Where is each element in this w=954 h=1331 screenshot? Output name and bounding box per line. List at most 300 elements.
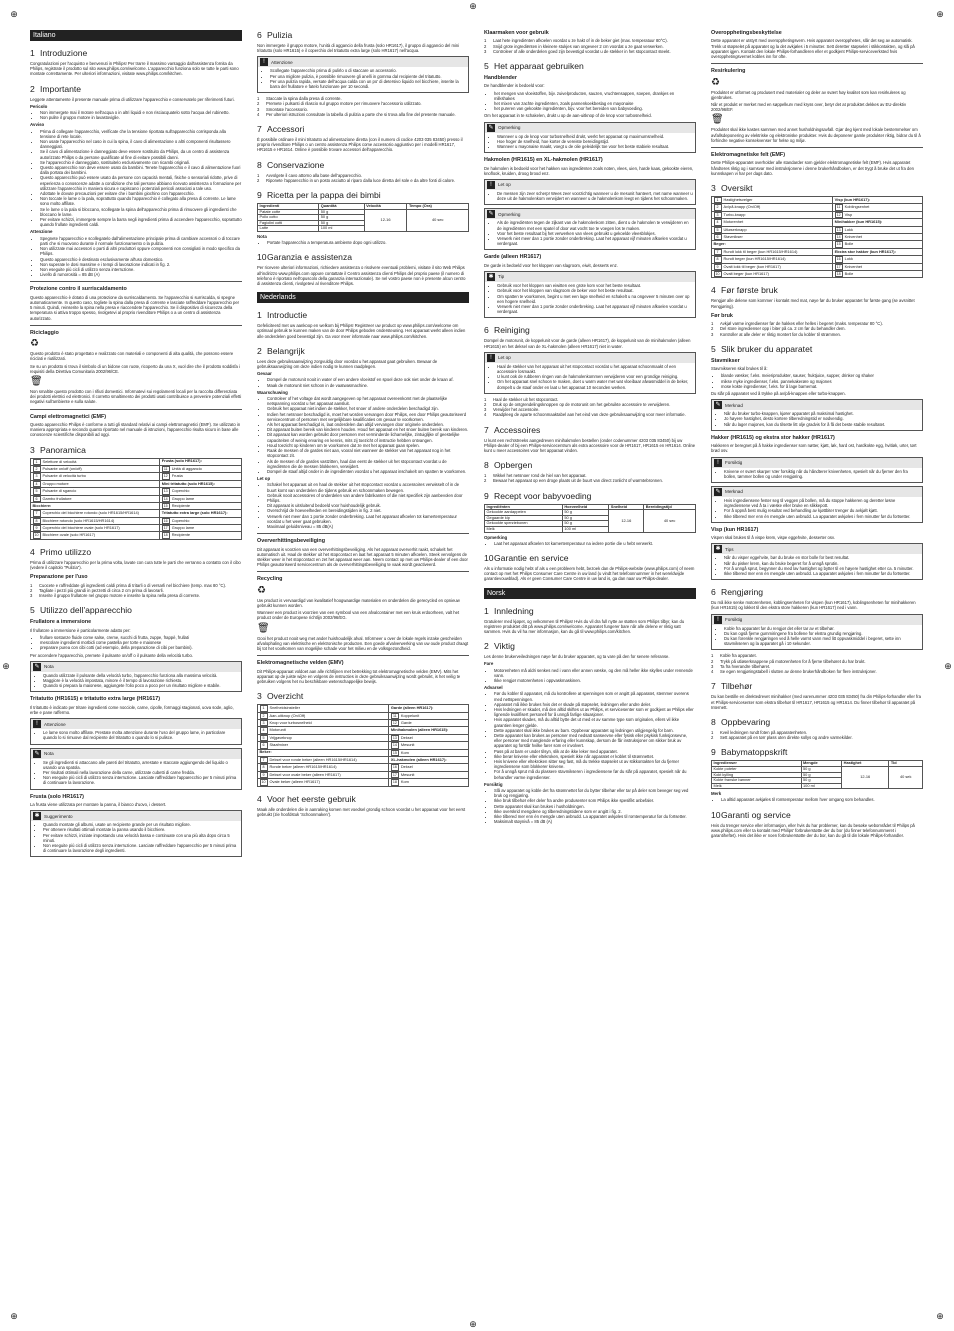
list-item: • Hoe hoger de snelheid, hoe korter de vereiste bereidingstijd. bbox=[497, 139, 693, 144]
table-row bbox=[31, 480, 242, 487]
paragraph: Gefeliciteerd met uw aankoop en welkom bij Philips! Registreer uw product op www.philips.com/welcome om optimaal gebruik te kunnen maken van de door Philips geboden ondersteuning. Het apparaat werkt alleen indien alle onderdelen goed bevestigd zijn. Ga voor meer informatie naar www.philips.com/kitchen. bbox=[257, 323, 466, 339]
subheading: Attenzione bbox=[30, 229, 53, 235]
table-cell: 50 g bbox=[319, 220, 364, 226]
note-box: ✎ Merknad • Når du bruker turbo-knappen, kjører apparatet på maksimal hastighet. • Jo høyere hastighet, desto kortere tilberedningstid er nødvendig. • Når du lager majones, kan du tilsette litt olje gradvis for å få det beste stabile resultatet. bbox=[711, 399, 923, 431]
part-label: Gambo frullatore bbox=[42, 495, 72, 501]
part-label: Staafmixer bbox=[269, 742, 289, 748]
part-label: Recipiente bbox=[171, 503, 191, 509]
subsection-heading: Frullatore a immersione bbox=[30, 619, 92, 626]
subsection-heading: Preparazione per l'uso bbox=[30, 574, 88, 581]
list-item: • Non eseguite più cicli di utilizzo senza interruzione. Lasciate raffreddare l'apparecchio per 5 minuti prima di continuare la lavorazione degli ingredienti. bbox=[43, 843, 239, 853]
list-item: • Dompel de staaf altijd onder in de ingrediënten voordat u het apparaat inschakelt om spatten te voorkomen. bbox=[267, 469, 469, 474]
table-cell bbox=[258, 779, 389, 786]
table-cell bbox=[833, 204, 923, 211]
list-item: • Per evitare schizzi, immergete sempre la barra negli ingredienti prima di accendere l'apparecchio, soprattutto quando frullate ingredienti caldi. bbox=[40, 217, 242, 227]
list-item: • Dit apparaat kan worden gebruikt door personen met verminderde lichamelijke, zintuiglijke of geestelijke capaciteiten of weinig ervaring en kennis, mits zij toezicht of instructie hebben ontvangen. bbox=[267, 432, 469, 442]
part-label: Deksel voor ronde beker (alleen HR1615/HR1614) bbox=[269, 757, 357, 763]
paragraph: Om het apparaat in te schakelen, drukt u op de aan-uitknop of de knop voor turbosnelheid. bbox=[484, 113, 652, 119]
list-item: • het mixen van zachte ingrediënten, zoals pannenkoekbeslag en mayonaise bbox=[494, 101, 696, 106]
section-heading: 1 Innledning bbox=[484, 605, 534, 616]
table-cell bbox=[258, 727, 389, 734]
list-item: • De messen zijn zeer scherp! Wees zeer voorzichtig wanneer u de mesunit hanteert, met name wanneer u deze uit de hakmolenkom verwijdert en wanneer u de hakmolenkom leegt en tijdens het schoonmaken. bbox=[497, 191, 693, 201]
section-heading: 9 Ricetta per la pappa dei bimbi bbox=[257, 190, 381, 201]
list-item: • Houd toezicht op kinderen om te voorkomen dat ze met het apparaat gaan spelen. bbox=[267, 443, 469, 448]
list-item: • Non superate le dosi massime e i tempi di lavorazione indicati in fig. 2. bbox=[40, 262, 242, 267]
table-cell: Latte bbox=[258, 226, 319, 232]
list-item: 1 Avvolgete il cavo attorno alla base dell'apparecchio. bbox=[257, 172, 362, 178]
section-heading: 10Garanzia e assistenza bbox=[257, 252, 353, 263]
paragraph: Questo apparecchio Philips è conforme a tutti gli standard relativi ai campi elettromagnetici (EMF). Se utilizzato in maniera appropriata e secondo quanto riportato nel manuale di istruzioni, l'apparecchio risulta sicuro in base alle conoscenze scientifiche disponibili ad oggi. bbox=[30, 421, 241, 438]
part-number: 14 bbox=[163, 496, 168, 501]
table-cell: 50 g bbox=[562, 521, 608, 527]
bullet-list bbox=[257, 396, 469, 474]
table-cell bbox=[258, 756, 389, 763]
paragraph: Når et produkt er merket med en søppelkurv med kryss over, betyr det at produktet dekkes av EU-direktiv 2002/96/EF. bbox=[711, 102, 907, 113]
column-header: Ingredienti bbox=[258, 204, 319, 210]
part-label: Coperchio bbox=[171, 488, 190, 494]
part-number: 12 bbox=[392, 720, 397, 725]
table-row bbox=[258, 749, 469, 756]
list-item: 1 Wikkel het netsnoer rond de hiel van het apparaat. bbox=[484, 473, 587, 479]
table-cell bbox=[389, 756, 469, 763]
part-number: 3 bbox=[714, 212, 722, 218]
caution-box: ! Let op • Haal de stekker van het apparaat uit het stopcontact voordat u het apparaat schoonmaakt of een accessoire losmaakt. • U kunt ook de rubberen ringen van de hakmolenkommen verwijderen voor een grondige reiniging. • Om het apparaat snel schoon te maken, doet u warm water met wat vloeibaar afwasmiddel in de beker, dompelt u de staaf onder en laat u het apparaat 10 seconden werken. bbox=[484, 352, 696, 394]
subsection-heading: Campi elettromagnetici (EMF) bbox=[30, 413, 107, 420]
paragraph: De garde is bedoeld voor het kloppen van slagroom, eiwit, desserts enz. bbox=[484, 262, 618, 268]
list-item: 1 Staccate la spina dalla presa di corrente. bbox=[257, 96, 342, 102]
list-item: 1 Cuocete e raffreddate gli ingredienti caldi prima di tritarli o di versarli nel bicchiere (temp. max 80 °C). bbox=[30, 582, 227, 588]
part-label: Koblingsenhet bbox=[844, 204, 870, 210]
part-number: 15 bbox=[836, 242, 841, 247]
caution-box: ! Forsiktig • Koble fra apparatet før du rengjør det eller tar av et tilbehør. • Du kan også fjerne gummiringene fra bollene for ekstra grundig rengjøring. • Du kan forenkle rengjøringen ved å helle varmt vann med litt oppvaskmiddel i begeret, sette inn stavmikseren og la apparatet gå i 10 sekunder. bbox=[711, 614, 923, 651]
table-cell bbox=[160, 488, 242, 495]
column-header: Hastighet bbox=[842, 761, 889, 767]
table-cell: Melk bbox=[712, 783, 802, 789]
subheading: Pericolo bbox=[30, 103, 48, 109]
part-label: Ronde beker (alleen HR1615/HR1614) bbox=[269, 764, 337, 770]
paragraph: Dette apparatet er utstyrt med overopphetingsvern. Hvis apparatet overopphetes, slår det seg av automatisk. Trekk ut støpselet på apparatet og la det avkjøles i 5 minutter. Sett deretter støpselet i stikkontakten, og slå på apparatet igjen. Kontakt den lokale Philips-forhandleren eller et godkjent Philips-serviceverksted hvis overopphetingsvernet kobles inn for ofte. bbox=[711, 38, 915, 60]
list-item: • Non pulite il gruppo motore in lavastoviglie. bbox=[40, 115, 242, 120]
list-item: • Prima di collegare l'apparecchio, verificate che la tensione riportata sull'apparecchio corrisponda alla tensione di rete locale. bbox=[40, 129, 242, 139]
table-cell bbox=[712, 226, 833, 233]
numbered-list bbox=[30, 583, 242, 599]
tip-box: ✱ Tips • Når du visper eggehvite, bør du bruke en stor bolle for best resultat. • Når du pisker krem, kan du bruke begeret for å unngå sprutin. • For å unngå sprut, begynner du med lav hastighet og bytter til en høyere hastighet etter ca. 5 minutter. • Ikke tilbered mer enn én mengde uten avbrudd. La apparatet avkjøles i fem minutter før du fortsetter. bbox=[711, 543, 923, 580]
part-number: 7 bbox=[714, 249, 722, 255]
paragraph: Prima di utilizzare l'apparecchio per la prima volta, lavate con cura tutte le parti che verranno a contatto con il cibo (vedere il capitolo "Pulizia"). bbox=[30, 559, 241, 571]
part-label: Selettore di velocità bbox=[42, 458, 77, 464]
caution-box: ! Attenzione • Scollegate l'apparecchio prima di pulirlo o di staccare un accessorio. • Per una migliore pulizia, è possibile rimuovere gli anelli in gomma dal recipiente del tritatutto. • Per una pulizia rapida, versate dell'acqua calda con un po' di detersivo liquido nel bicchiere, inserite la barra del frullatore e fatelo funzionare per 10 secondi. bbox=[257, 56, 469, 93]
section-heading: 7 Accessori bbox=[257, 124, 305, 135]
bullet-list bbox=[484, 668, 696, 684]
table-cell bbox=[712, 270, 833, 277]
table-row bbox=[31, 473, 242, 480]
overview-table bbox=[257, 704, 469, 786]
bullet-list bbox=[30, 110, 242, 120]
subsection-heading: Klaarmaken voor gebruik bbox=[484, 30, 549, 36]
list-item: • Questo apparecchio può essere usato da persone con capacità mentali, fisiche o sensoriali ridotte, prive di esperienza o conoscenze adatte a condizione che tali persone abbiano ricevuto assistenza o formazione per utilizzare l'apparecchio in maniera sicura e capiscano i potenziali pericoli associati a tale uso. bbox=[40, 175, 242, 191]
table-cell bbox=[833, 248, 923, 255]
part-label: Recipiente bbox=[171, 532, 191, 538]
note-box: ✎ Nota • Quando utilizzate il pulsante della velocità turbo, l'apparecchio funziona alla massima velocità. • Maggiore è la velocità impostata, minore è il tempo di lavorazione richiesto. • Quando si prepara la maionese, aggiungete l'olio poco a poco per un risultato migliore e stabile. bbox=[30, 661, 242, 693]
section-heading: 3 Overzicht bbox=[257, 691, 304, 702]
subheading: Forsiktig bbox=[484, 781, 503, 787]
paragraph: Dompel de motorunit, de koppelunit voor de garde (alleen HR1617), de koppelunit van de minihakmolen (alleen HR1615) en het deksel van de XL-hakmolen (alleen HR1617) niet in water. bbox=[484, 338, 691, 349]
table-cell bbox=[160, 532, 242, 539]
part-label: Deksel voor ovale beker (alleen HR1617) bbox=[269, 771, 341, 777]
list-item: • Når du lager majones, kan du tilsette litt olje gradvis for å få det beste stabile resultatet. bbox=[724, 422, 920, 427]
numbered-list bbox=[711, 653, 923, 674]
bullet-list bbox=[484, 788, 696, 824]
list-item: • Dette apparatet skal kun brukes i husholdningen. bbox=[494, 804, 696, 809]
list-item: • Ikke tilbered mer enn én mengde uten avbrudd. La apparatet avkjøles til romtemperatur før du fortsetter. bbox=[494, 814, 696, 819]
part-label: Gruppo lame bbox=[171, 525, 195, 531]
table-cell bbox=[389, 705, 469, 712]
subsection-heading: Protezione contro il surriscaldamento bbox=[30, 286, 127, 293]
section-heading: 3 Panoramica bbox=[30, 444, 86, 455]
list-item: 3 Controleer of alle onderdelen goed zijn bevestigd voordat u de stekker in het stopcontact steekt. bbox=[484, 48, 671, 54]
tip-box: ✱ Suggerimento • Quando montate gli albumi, usate un recipiente grande per un risultato migliore. • Per ottenere risultati ottimali montate la panna usando il bicchiere. • Per evitare schizzi, iniziate impostando una velocità bassa e continuate con una più alta dopo circa 5 minuti. • Non eseguite più cicli di utilizzo senza interruzione. Lasciate raffreddare l'apparecchio per 5 minuti prima di continuare la lavorazione degli ingredienti. bbox=[30, 810, 242, 857]
note-icon: ✎ bbox=[34, 750, 40, 757]
table-row bbox=[258, 719, 469, 726]
table-cell bbox=[389, 712, 469, 719]
paragraph: Dit Philips-apparaat voldoet aan alle richtlijnen met betrekking tot elektromagnetische velden (EMV). Mits het apparaat op de juiste wijze en volgens de instructies in deze gebruiksaanwijzing wordt gebruikt, is het veilig te gebruiken volgens het nu beschikbare wetenschappelijke bewijs. bbox=[257, 668, 461, 684]
list-item: 4 Per ulteriori istruzioni consultate la tabella di pulizia a parte che si trova alla fine del presente manuale. bbox=[257, 111, 456, 117]
table-row bbox=[258, 771, 469, 778]
paragraph: Als u informatie nodig hebt of als u een probleem hebt, bezoek dan de Philips-website (www.philips.com) of neem contact op met het Philips Consumer Care Centre in uw land (u vindt het telefoonnummer in het wereldwijde garantievouwblad). Als er geen Consumer Care Centre in uw land is, ga dan naar uw Philips-dealer. bbox=[484, 565, 695, 582]
part-number: 15 bbox=[163, 503, 168, 508]
list-item: 2 Druk op de ontgrendelingsknoppen op de motorunit om het gebruikte accessoire te verwijderen. bbox=[484, 401, 671, 407]
bullet-list bbox=[30, 635, 242, 651]
subheading: Advarsel bbox=[484, 685, 503, 691]
table-cell: Fagiolini cotti bbox=[258, 220, 319, 226]
list-item: 1 Laat hete ingrediënten afkoelen voordat u ze hakt of in de beker giet (max. temperatuur 80°C). bbox=[484, 38, 668, 44]
list-item: • Når du visper eggehvite, bør du bruke en stor bolle for best resultat. bbox=[724, 555, 920, 560]
list-item: 2 Bewaar het apparaat op een droge plaats uit de buurt van direct zonlicht of warmtebronnen. bbox=[484, 478, 663, 484]
table-cell: 40 sek bbox=[889, 766, 923, 788]
list-item: • Gebruik voor het kloppen van slagroom de beker voor het beste resultaat. bbox=[497, 288, 693, 293]
part-number: 17 bbox=[392, 772, 397, 777]
list-item: • Haal de stekker van het apparaat uit het stopcontact voordat u het apparaat schoonmaakt of een accessoire losmaakt. bbox=[497, 364, 693, 374]
subheading: Waarschuwing bbox=[257, 389, 288, 395]
part-label: Gruppo lame bbox=[171, 495, 195, 501]
section-heading: 9 Recept voor babyvoeding bbox=[484, 490, 592, 501]
paragraph: De handblender is bedoeld voor: bbox=[484, 83, 545, 89]
list-item: 2 Sett apparatet på en tørr plass uten direkte sollys og andre varmekilder. bbox=[711, 735, 853, 741]
table-cell bbox=[712, 219, 833, 226]
column-header: Tempo (Ora) bbox=[407, 204, 469, 210]
part-number: 18 bbox=[163, 533, 168, 538]
recycle-icon: ♻ bbox=[30, 338, 39, 350]
part-number: 3 bbox=[33, 473, 41, 479]
list-item: • Als de ingrediënten tegen de zijkant van de hakmolenkom zitten, dient u de hakmolen te verwijderen en de ingrediënten met een spatel of door wat vocht toe te voegen los te maken. bbox=[497, 220, 693, 230]
registration-mark-right: ⊕ bbox=[944, 661, 952, 671]
list-item: 3 Kontroller at alle deler er riktig montert før du kobler til strømmen. bbox=[711, 331, 842, 337]
part-label: Vrijgaveknop bbox=[269, 735, 292, 740]
note-icon: ✎ bbox=[488, 211, 494, 218]
section-heading: 2 Importante bbox=[30, 83, 82, 94]
part-number: 1 bbox=[33, 459, 41, 465]
table-cell bbox=[712, 256, 833, 263]
list-item: • Als de messen of de gardes vastzitten, haal dan eerst de stekker uit het stopcontact voordat u de ingrediënten die de messen blokkeren, verwijdert. bbox=[267, 459, 469, 469]
list-item: • Adottate le dovute precauzioni per evitare che i bambini giochino con l'apparecchio. bbox=[40, 191, 242, 196]
exclamation-icon: ! bbox=[714, 616, 722, 624]
list-item: • Questo apparecchio è destinato esclusivamente all'uso domestico. bbox=[40, 257, 242, 262]
table-row bbox=[31, 502, 242, 509]
exclamation-icon: ! bbox=[33, 720, 41, 728]
table-cell bbox=[833, 226, 923, 233]
part-number: 8 bbox=[33, 518, 41, 524]
tip-icon: ✱ bbox=[488, 274, 494, 281]
table-cell bbox=[833, 256, 923, 263]
table-cell bbox=[31, 517, 160, 524]
list-item: • Gebruik nooit accessoires of onderdelen van andere fabrikanten of die niet specifiek zijn aanbevolen door Philips. bbox=[267, 493, 469, 503]
table-cell bbox=[31, 480, 160, 487]
numbered-list bbox=[711, 321, 923, 337]
table-cell bbox=[31, 525, 160, 532]
list-item: 2 Riponete l'apparecchio in un posto asciutto al riparo dalla luce diretta del sole e da altre fonti di calore. bbox=[257, 177, 456, 183]
list-item: • Slå av apparatet og koble det fra strømnettet før du bytter tilbehør eller tar på deler som beveger seg ved bruk og rengjøring. bbox=[494, 788, 696, 798]
list-item: • preparare purea con cibi cotti (ad esempio, della preparazione di cibi per bambini). bbox=[40, 645, 242, 650]
list-item: • Se le lame o la pala si bloccano, scollegate la spina dell'apparecchio prima di rimuovere gli ingredienti che bloccano le lame. bbox=[40, 207, 242, 217]
list-item: • Når du bruker turbo-knappen, kjører apparatet på maksimal hastighet. bbox=[724, 411, 920, 416]
part-label: Minihakker (kun HR1615): bbox=[834, 219, 883, 225]
subsection-heading: Stavmikser bbox=[711, 357, 740, 364]
table-cell bbox=[833, 211, 923, 218]
table-cell: 12-16 bbox=[842, 766, 889, 788]
part-label: Bicchiere ovale (solo HR1617) bbox=[42, 532, 96, 538]
paragraph: Leggete attentamente il presente manuale prima di utilizzare l'apparecchio e conservatelo per riferimenti futuri. bbox=[30, 96, 235, 102]
part-label: Av/på-knapp (On/Off) bbox=[723, 204, 761, 210]
list-item: • Maximaal geluidsniveau = 85 dB(A) bbox=[267, 524, 469, 529]
list-item: • Overschrijd de hoeveelheden en bereidingstijden in fig. 2 niet. bbox=[267, 508, 469, 513]
bullet-list bbox=[257, 240, 469, 245]
paragraph: È possibile ordinare il mini tritatutto ad alimentazione diretta (con il numero di codice 4203 035 83450) presso il proprio rivenditore Philips o un centro assistenza Philips come accessorio aggiuntivo per i modelli HR1617, HR1615 e HR1614. Online è possibile trovare accessori dell'apparecchio. bbox=[257, 137, 463, 153]
part-label: Motorenhet bbox=[723, 219, 744, 225]
list-item: • Non eseguite più cicli di utilizzo senza interruzione. bbox=[40, 267, 242, 272]
table-cell bbox=[712, 248, 833, 255]
bullet-list bbox=[257, 482, 469, 529]
table-cell: 50 g bbox=[319, 209, 364, 215]
list-item: • Schakel het apparaat uit en haal de stekker uit het stopcontact voordat u accessoires verwisselt of in de buurt komt van onderdelen die tijdens gebruik en schoonmaken bewegen. bbox=[267, 482, 469, 492]
paragraph: De hakmolen is bedoeld voor het hakken van ingrediënten zoals noten, vlees, uien, harde kaas, gekookte eieren, knoflook, kruiden, droog brood enz. bbox=[484, 165, 694, 176]
section-heading: 1 Introduzione bbox=[30, 48, 88, 58]
table-row bbox=[258, 712, 469, 719]
subsection-heading: Overopphetingsbeskyttelse bbox=[711, 30, 782, 36]
paragraph: Stavmikseren skal brukes til å: bbox=[711, 366, 768, 372]
section-heading: 2 Viktig bbox=[484, 641, 515, 652]
table-cell bbox=[31, 532, 160, 539]
numbered-list bbox=[257, 96, 469, 117]
list-item: • Spegnete l'apparecchio e scollegatelo dall'alimentazione principale prima di cambiare accessori o di toccare parti che si muovono durante il normale funzionamento o la pulizia. bbox=[40, 236, 242, 246]
part-number: 6 bbox=[33, 496, 41, 502]
part-number: 7 bbox=[33, 510, 41, 516]
list-item: 2 Del store ingredienser opp i biter på ca. 2 cm før du behandler dem. bbox=[711, 326, 846, 332]
list-item: • Dompel de motorunit nooit in water of een andere vloeistof en spoel deze ook niet onder de kraan af. bbox=[267, 377, 469, 382]
table-cell bbox=[31, 465, 160, 472]
list-item: • Om het apparaat snel schoon te maken, doet u warm water met wat vloeibaar afwasmiddel in de beker, dompelt u de staaf onder en laat u het apparaat 10 seconden werken. bbox=[497, 379, 693, 389]
part-label: Bolle bbox=[844, 271, 854, 277]
part-number: 4 bbox=[260, 727, 268, 733]
part-label: Visp (kun HR1617): bbox=[834, 196, 871, 202]
part-label: Turbo-knapp bbox=[723, 212, 746, 218]
column-header: Quantità bbox=[319, 204, 364, 210]
part-number: 9 bbox=[714, 264, 722, 270]
table-cell: Pollo cotto bbox=[258, 215, 319, 221]
paragraph: Du slår på apparatet ved å trykke på av/på-knappen eller turbo-knappen. bbox=[711, 391, 846, 396]
section-heading: 3 Oversikt bbox=[711, 183, 753, 194]
table-cell: 40 sec bbox=[644, 510, 696, 532]
part-number: 13 bbox=[836, 227, 841, 232]
list-item: • Per risultati ottimali nella lavorazione della carne, utilizzate cubetti di carne fredda. bbox=[43, 770, 239, 775]
table-row bbox=[712, 219, 923, 226]
caution-box: ! Attenzione • Le lame sono molto affilate. Prestate molta attenzione durante l'uso del gruppo lame, in particolare quando lo si rimuove dal recipiente del tritatutto o quando lo si pulisce. bbox=[30, 718, 242, 744]
column-header: Velocità bbox=[364, 204, 407, 210]
part-number: 18 bbox=[836, 271, 841, 276]
paragraph: Du kan bestille en direktedrevet minihakker (med varenummer 4203 035 83450) fra din Philips-forhandler eller fra et Philips-servicesenter som ekstra tilbehør til HR1617, HR1615 og HR1614. Du finner tilbehør til apparatet på Internett. bbox=[711, 694, 921, 710]
bullet-list bbox=[484, 691, 696, 779]
list-item: • blande væsker, f.eks. meieriprodukter, sauser, fruktjuice, supper, drinker og shaker bbox=[721, 373, 923, 378]
exclamation-icon: ! bbox=[487, 181, 495, 189]
table-cell bbox=[389, 734, 469, 741]
part-label: Coperchio del bicchiere ovale (solo HR1617) bbox=[42, 525, 120, 531]
part-label: Ovalt beger (kun HR1617) bbox=[723, 271, 769, 277]
part-number: 12 bbox=[163, 474, 168, 479]
list-item: 3 Ta fra hverandre tilbehøret. bbox=[711, 663, 771, 669]
list-item: • Le lame sono molto affilate. Prestate molta attenzione durante l'uso del gruppo lame, in particolare quando lo si rimuove dal recipiente del tritatutto o quando lo si pulisce. bbox=[43, 730, 239, 740]
part-label: Hastighetsvelger bbox=[723, 197, 753, 203]
table-row bbox=[31, 532, 242, 539]
list-item: • Indien het netsnoer beschadigd is, moet het worden vervangen door Philips, een door Philips geautoriseerd servicecentrum of personen met vergelijkbare kwalificaties om gevaar te voorkomen. bbox=[267, 412, 469, 422]
paragraph: Maak alle onderdelen die in aanraking komen met voedsel grondig schoon voordat u het apparaat voor het eerst gebruikt (zie hoofdstuk 'Schoonmaken'). bbox=[257, 806, 466, 817]
list-item: • Quando montate gli albumi, usate un recipiente grande per un risultato migliore. bbox=[43, 822, 239, 827]
bullet-list bbox=[30, 129, 242, 228]
bullet-list bbox=[484, 541, 696, 546]
subheading: Let op bbox=[257, 476, 271, 482]
table-cell: 50 g bbox=[801, 766, 842, 772]
section-heading: 8 Opbergen bbox=[484, 460, 533, 471]
list-item: • Maak de motorunit niet schoon in de vaatwasmachine. bbox=[267, 383, 469, 388]
list-item: 1 Haal de stekker uit het stopcontact. bbox=[484, 396, 559, 402]
part-number: 10 bbox=[715, 271, 720, 276]
section-heading: 7 Tilbehør bbox=[711, 681, 753, 692]
part-label: Mesunit bbox=[400, 742, 415, 748]
divider bbox=[257, 571, 469, 572]
paragraph: Non smaltite questo prodotto con i rifiuti domestici. Informatevi sui regolamenti locali per la raccolta differenziata dei prodotti elettrici ed elettronici. Il corretto smaltimento dei prodotti usati contribuisce a prevenire potenziali effetti negativi sull'ambiente e sulla salute. bbox=[30, 388, 242, 405]
language-header: Nederlands bbox=[257, 292, 469, 303]
paragraph: Du må ikke senke motorenheten, koblingsenheten for vispen (kun HR1617), koblingsenheten for minihakkeren (kun HR1615) og lokket til den ekstra store hakkeren (kun HR1617) ned i vann. bbox=[711, 600, 916, 611]
list-item: • Verwerk niet meer dan 1 portie zonder onderbreking. Laat het apparaat vijf minuten afkoelen voordat u verdergaat. bbox=[497, 304, 693, 314]
language-header: Norsk bbox=[484, 588, 696, 599]
part-number: 11 bbox=[835, 204, 843, 210]
registration-mark-bottom-right: ⊕ bbox=[936, 1311, 944, 1321]
part-number: 6 bbox=[260, 742, 268, 748]
part-label: Mesunit bbox=[400, 771, 415, 777]
list-item: • Før du kobler til apparatet, må du kontrollere at spenningen som er angitt på apparatet, stemmer overens med nettspenningen. bbox=[494, 691, 696, 701]
table-cell: Gegaarde kip bbox=[485, 515, 563, 521]
list-item: • Du kan forenkle rengjøringen ved å helle varmt vann med litt oppvaskmiddel i begeret, sette inn stavmikseren og la apparatet gå i 10 sekunder. bbox=[724, 636, 920, 646]
part-label: Pulsante on/off (on/off) bbox=[42, 466, 82, 472]
list-item: 3 Smontate l'accessorio. bbox=[257, 106, 308, 112]
list-item: • Gebruik voor het kloppen van eiwitten een grote kom voor het beste resultaat. bbox=[497, 283, 693, 288]
table-row bbox=[31, 517, 242, 524]
list-item: • Dette apparatet kan brukes av personer med nedsatt sanseevne eller fysisk eller psykisk funksjonsevne, eller personer med manglende erfaring eller kunnskap, dersom de får instruksjoner om sikker bruk av apparatet og forstår hvilke farer som er involvert. bbox=[494, 733, 696, 749]
table-cell bbox=[160, 517, 242, 524]
list-item: • Se gli ingredienti si attaccano alle pareti del tritatutto, arrestate e staccate aggiungendo del liquido o usando una spatola. bbox=[43, 760, 239, 770]
table-cell bbox=[389, 764, 469, 771]
paragraph: Les denne brukerveiledningen nøye før du bruker apparatet, og ta vare på den for senere referanse. bbox=[484, 654, 670, 660]
part-number: 17 bbox=[836, 264, 841, 269]
table-row bbox=[31, 458, 242, 465]
section-heading: 8 Conservazione bbox=[257, 159, 325, 170]
list-item: • mose kokte ingredienser, f.eks. for å lage barnemat. bbox=[721, 384, 923, 389]
subsection-heading: Hakmolen (HR1615) en XL-hakmolen (HR1617) bbox=[484, 157, 603, 164]
list-item: • Ikke tilbered mer enn én mengde uten avbrudd. La apparatet avkjøles i fem minutter før du fortsetter. bbox=[724, 571, 920, 576]
list-item: • Maggiore è la velocità impostata, minore è il tempo di lavorazione richiesto. bbox=[43, 678, 239, 683]
table-cell bbox=[389, 771, 469, 778]
part-number: 15 bbox=[392, 750, 397, 755]
part-number: 14 bbox=[836, 235, 841, 240]
part-number: 11 bbox=[391, 713, 399, 719]
column-header: Ingrediënten bbox=[485, 504, 563, 510]
table-cell bbox=[389, 727, 469, 734]
numbered-list bbox=[257, 173, 469, 183]
part-label: Kom bbox=[400, 749, 409, 755]
list-item: • Hvis ledningen er skadet, må den alltid skiftes ut av Philips, et servicesenter som er godkjent av Philips eller lignende kvalifisert personell for å unngå farlige situasjoner. bbox=[494, 707, 696, 717]
subheading: Nota bbox=[257, 234, 267, 240]
list-item: • For å oppnå best mulig resultat ved behandling av kjøttbiter trenger du avkjølt kjøtt. bbox=[724, 508, 920, 513]
subheading: Merk bbox=[711, 791, 722, 797]
numbered-list bbox=[484, 397, 696, 418]
table-cell: 50 g bbox=[562, 510, 608, 516]
part-label: Aan-uitknop (On/Off) bbox=[269, 712, 306, 718]
crossed-bin-icon: 🗑 bbox=[30, 375, 43, 387]
part-number: 5 bbox=[714, 227, 722, 233]
tip-box: ✱ Tip • Gebruik voor het kloppen van eiwitten een grote kom voor het beste resultaat. • Gebruik voor het kloppen van slagroom de beker voor het beste resultaat. • Om spatten te voorkomen, begint u met een lage snelheid en schakelt u na ongeveer 5 minuten over op een hogere snelheid. • Verwerk niet meer dan 1 portie zonder onderbreking. Laat het apparaat vijf minuten afkoelen voordat u verdergaat. bbox=[484, 271, 696, 318]
list-item: • Pass på at barn er under tilsyn, slik at de ikke leker med apparatet. bbox=[494, 749, 696, 754]
subsection-heading: Tritatutto (HR1615) e tritatutto extra large (HR1617) bbox=[30, 696, 161, 703]
table-cell: 50 g bbox=[801, 772, 842, 778]
list-item: • Ikke bruk tilbehør eller deler fra andre produsenter som Philips ikke spesifikt anbefaler. bbox=[494, 798, 696, 803]
part-number: 8 bbox=[260, 764, 268, 770]
list-item: • Koble fra apparatet før du rengjør det eller tar av et tilbehør. bbox=[724, 626, 920, 631]
part-label: Utløserknapp bbox=[723, 226, 747, 232]
exclamation-icon: ! bbox=[714, 459, 722, 467]
part-label: Beger: bbox=[713, 241, 726, 247]
part-number: 7 bbox=[260, 757, 268, 763]
paragraph: Hvis du trenger service eller informasjon, eller hvis du har problemer, kan du besøke webområdet til Philips på www.philips.com eller ta kontakt med Philips' forbrukerstøtte der du bor (du finner telefonnummeret i garantiheftet). Hvis det ikke er noen forbrukerstøtte der du bor, kan du gå til din lokale Philips-forhandler. bbox=[711, 822, 915, 839]
subsection-heading: Recycling bbox=[257, 576, 283, 583]
note-icon: ✎ bbox=[488, 124, 494, 131]
section-heading: 6 Rengjøring bbox=[711, 587, 764, 598]
subsection-heading: Garde (alleen HR1617) bbox=[484, 254, 542, 261]
paragraph: La frusta viene utilizzata per montare la panna, il bianco d'uovo, i dessert. bbox=[30, 801, 167, 807]
divider bbox=[257, 655, 469, 656]
list-item: • Dit apparaat is uitsluitend bedoeld voor huishoudelijk gebruik. bbox=[267, 503, 469, 508]
list-item: • Non toccate le lame o la pala, soprattutto quando l'apparecchio è collegato alla presa di corrente. Le lame sono molto affilate. bbox=[40, 196, 242, 206]
table-row bbox=[258, 756, 469, 763]
list-item: • mescolare ingredienti morbidi come pastella per torte e maionese bbox=[40, 640, 242, 645]
list-item: • Scollegate l'apparecchio prima di pulirlo o di staccare un accessorio. bbox=[270, 68, 466, 73]
list-item: • Om spatten te voorkomen, begint u met een lage snelheid en schakelt u na ongeveer 5 minuten over op een hogere snelheid. bbox=[497, 294, 693, 304]
list-item: • For å unngå sprut må du plassere stavmikseren i ingrediensene før du slår på apparatet, spesielt når du behandler varme ingredienser. bbox=[494, 769, 696, 779]
part-label: Ovale beker (alleen HR1617) bbox=[269, 779, 320, 785]
table-cell: 50 g bbox=[562, 515, 608, 521]
part-number: 14 bbox=[392, 743, 397, 748]
part-number: 17 bbox=[163, 526, 168, 531]
list-item: 1 Kveil ledningen rundt foten på apparatenheten. bbox=[711, 729, 808, 735]
caution-box: ! Forsiktig • Knivene er svært skarpe! Vær forsiktig når du håndterer knivenheten, spesielt når du fjerner den fra bollen, tømmer bollen og under rengjøring. bbox=[711, 457, 923, 483]
part-label: Tritatutto extra large (solo HR1617): bbox=[161, 510, 228, 516]
